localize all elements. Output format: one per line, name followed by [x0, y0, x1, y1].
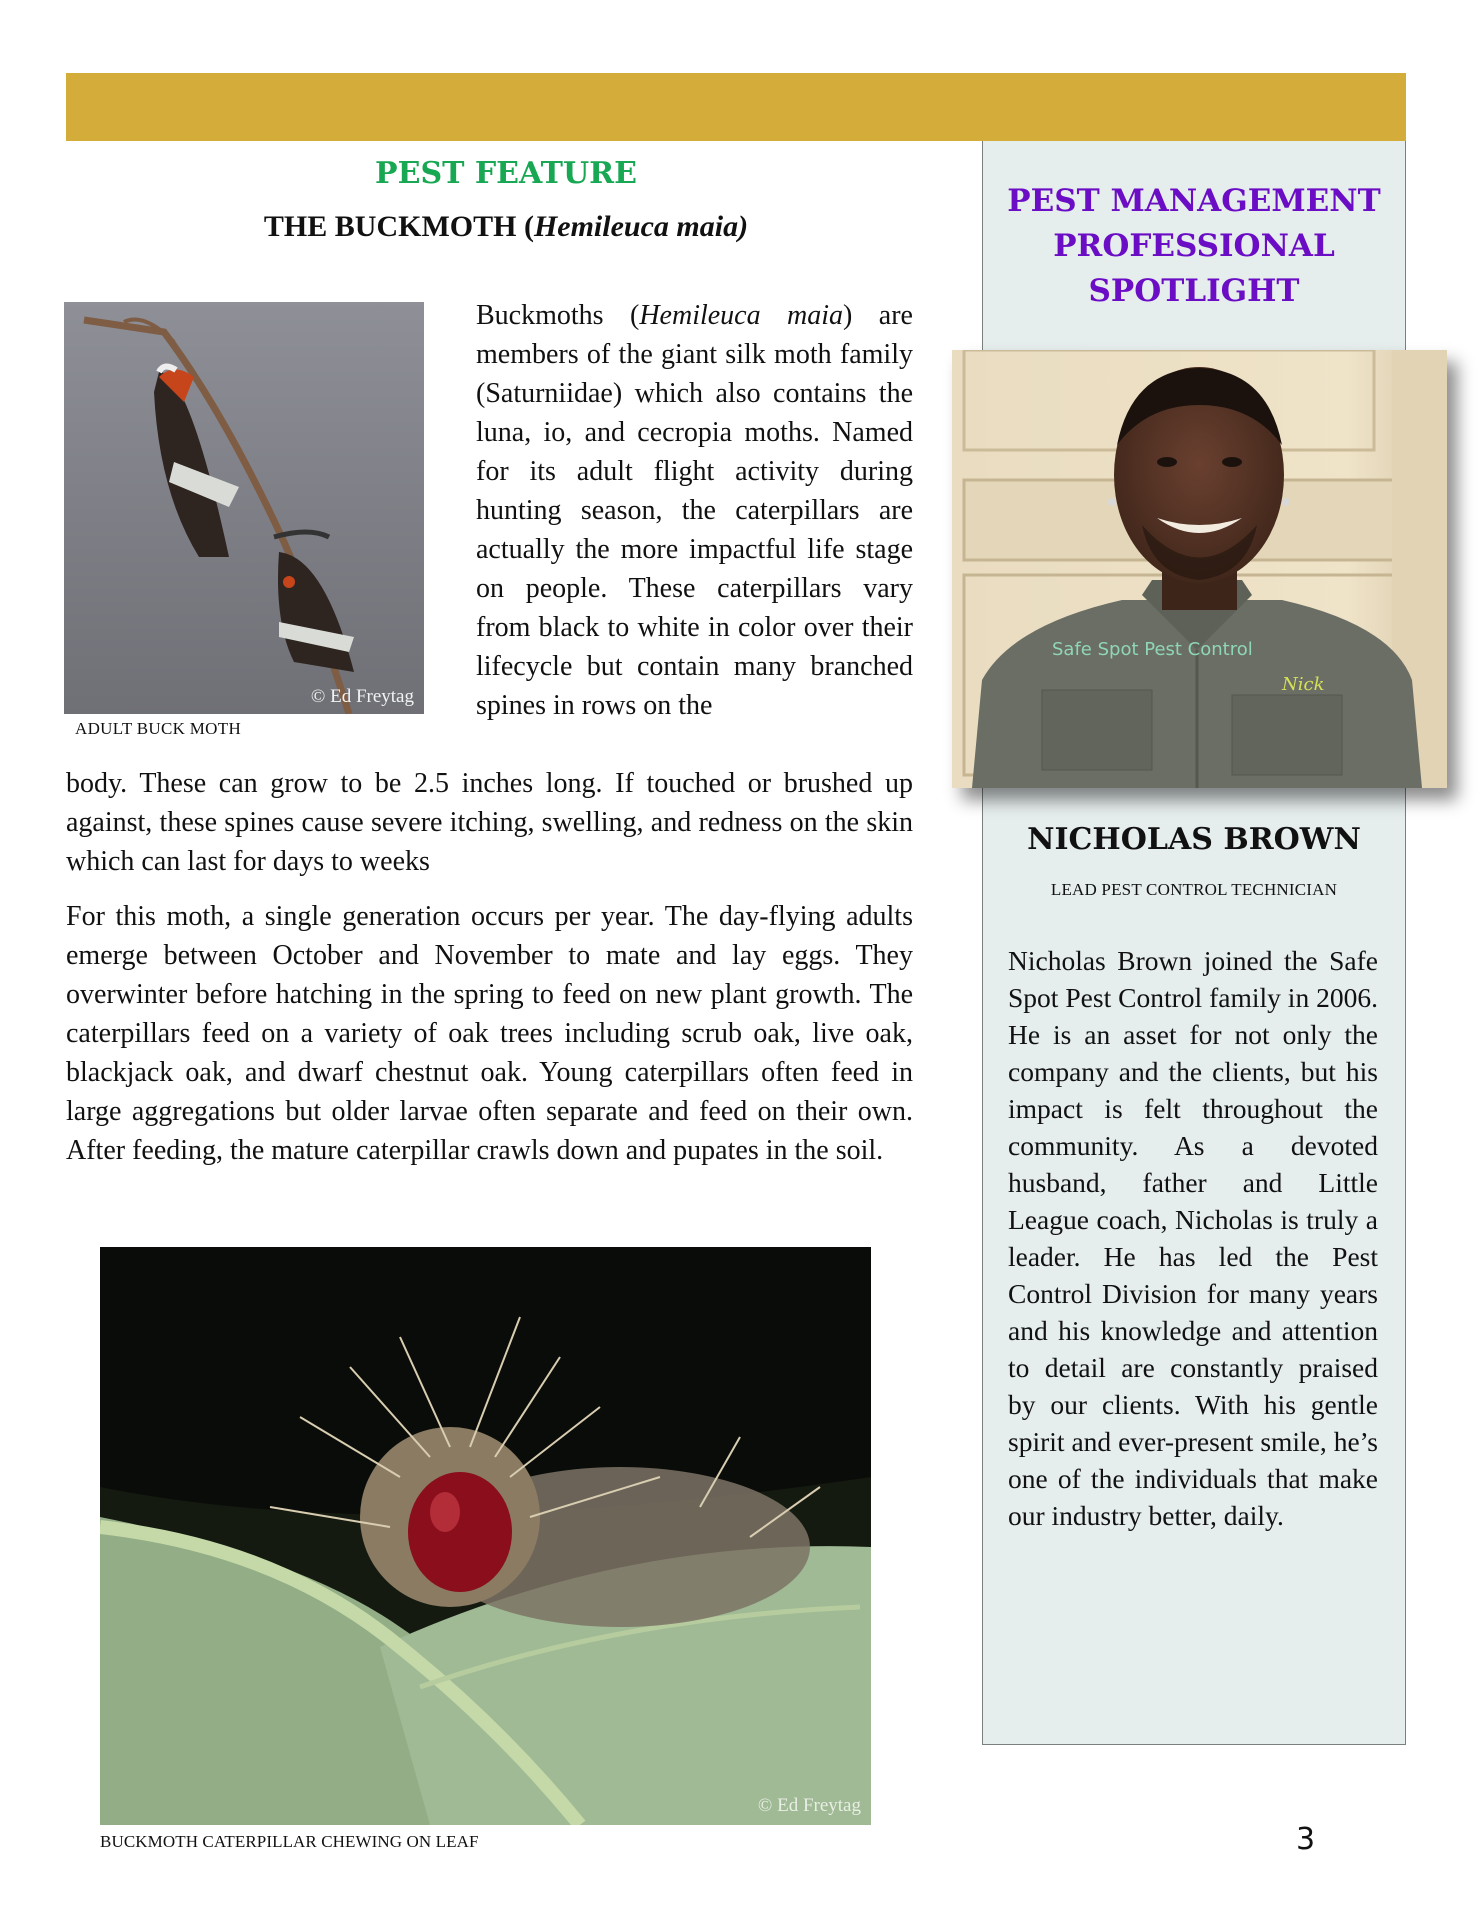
photo-credit: © Ed Freytag — [757, 1795, 861, 1816]
intro-species: Hemileuca maia — [639, 300, 844, 331]
section-kicker: PEST FEATURE — [375, 156, 637, 191]
portrait-photo — [952, 350, 1447, 788]
headline-species: Hemileuca maia) — [533, 210, 749, 243]
shirt-name-text: Nick — [1282, 674, 1325, 695]
spotlight-person-name: NICHOLAS BROWN — [1027, 822, 1361, 857]
spotlight-title-line: SPOTLIGHT — [1088, 273, 1300, 309]
adult-moth-photo — [64, 302, 424, 714]
lifecycle-paragraph: For this moth, a single generation occurs per year. The day-flying adults emerge between October and November to mate and lay eggs. They overwinter before hatching in the spring to feed on new plant growth. The caterpillars feed on a variety of oak trees including scrub oak, live oak, blackjack oak, and dwarf chestnut oak. Young caterpillars often feed in large aggregations but older larvae often separate and feed on their own. After feeding, the mature caterpillar crawls down and pupates in the soil. — [66, 901, 913, 1166]
spotlight-title — [983, 179, 1405, 314]
page-number: 3 — [1296, 1822, 1316, 1857]
headline-main: THE BUCKMOTH ( — [263, 210, 534, 243]
header-bar — [66, 73, 1406, 141]
spotlight-person-role: LEAD PEST CONTROL TECHNICIAN — [1050, 880, 1338, 899]
photo-credit: © Ed Freytag — [310, 686, 414, 707]
intro-paragraph-continued: body. These can grow to be 2.5 inches long. If touched or brushed up against, these spines cause severe itching, swelling, and redness on the skin which can last for days to weeks — [66, 768, 913, 877]
shirt-logo-text: Safe Spot Pest Control — [1052, 639, 1253, 660]
article-headline — [66, 210, 946, 244]
moth-image — [64, 302, 424, 714]
portrait-image — [952, 350, 1447, 788]
caterpillar-caption: BUCKMOTH CATERPILLAR CHEWING ON LEAF — [100, 1832, 479, 1851]
intro-paragraph — [476, 296, 913, 725]
spotlight-title-line: PEST MANAGEMENT — [1007, 183, 1381, 219]
intro-lead: Buckmoths ( — [476, 300, 640, 331]
intro-rest: ) are members of the giant silk moth family (Saturniidae) which also contains the luna, io, and cecropia moths. Named for its adult flight activity during hunting season, the caterpillars are actually the more impactful life stage on people. These caterpillars vary from black to white in color over their lifecycle but contain many branched spines in rows on the — [476, 300, 913, 721]
spotlight-title-line: PROFESSIONAL — [1053, 228, 1335, 264]
caterpillar-photo — [100, 1247, 871, 1825]
spotlight-bio: Nicholas Brown joined the Safe Spot Pest Control family in 2006. He is an asset for not only the company and the clients, but his impact is felt throughout the community. As a devoted husband, father and Little League coach, Nicholas is truly a leader. He has led the Pest Control Division for many years and his knowledge and attention to detail are constantly praised by our clients. With his gentle spirit and ever-present smile, he’s one of the individuals that make our industry better, daily. — [1008, 945, 1378, 1531]
adult-moth-caption: ADULT BUCK MOTH — [75, 719, 242, 738]
caterpillar-image — [100, 1247, 871, 1825]
